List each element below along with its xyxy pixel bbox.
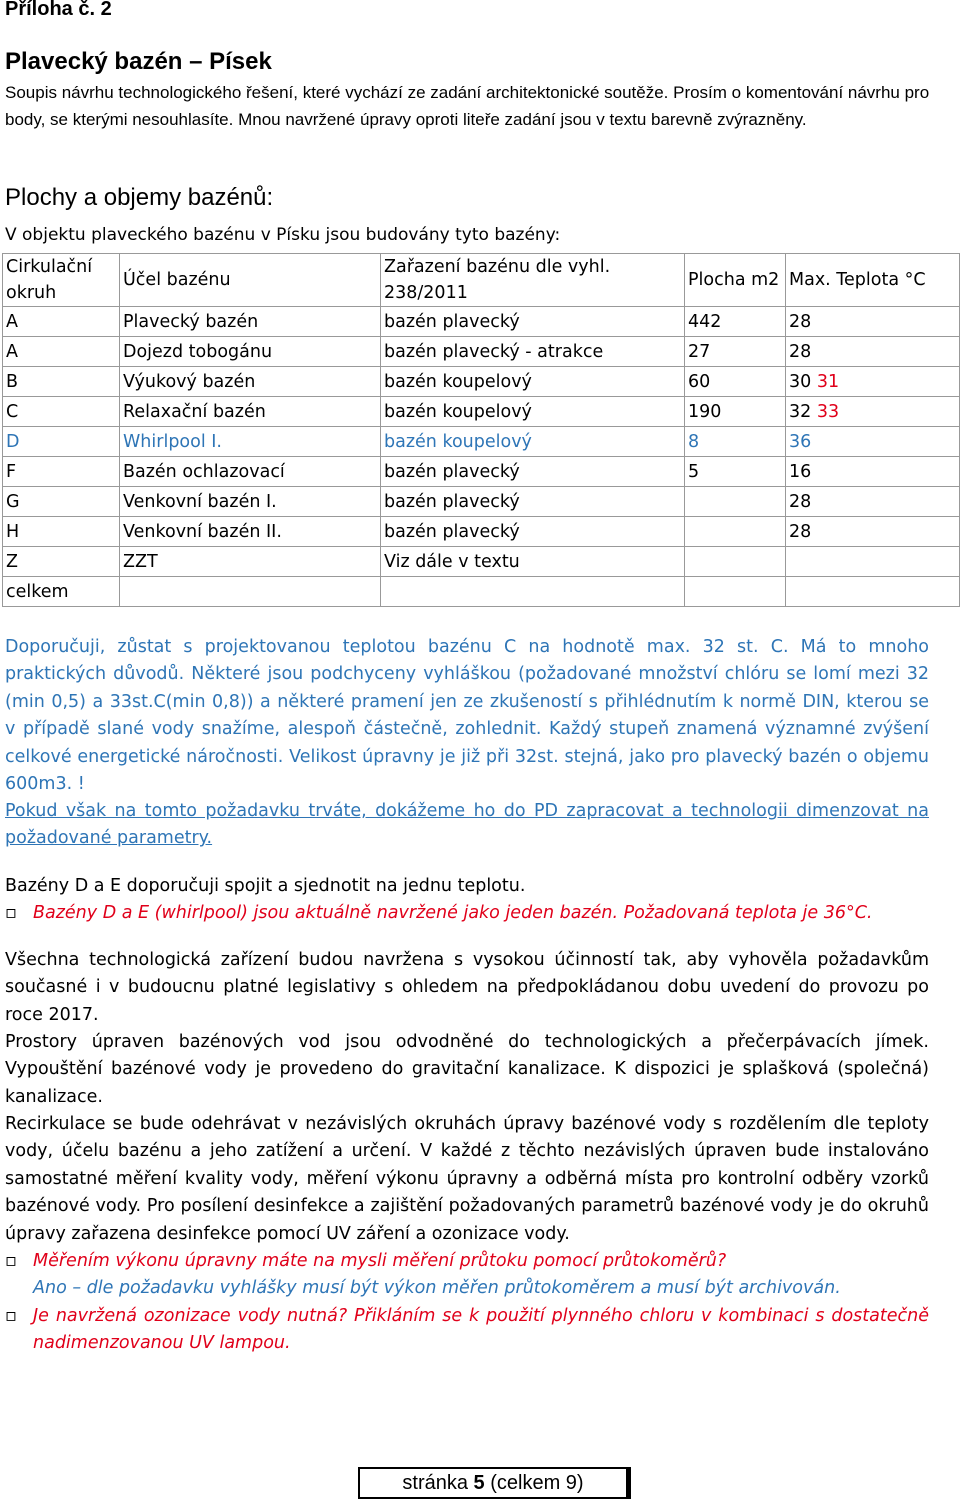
cell-category: bazén koupelový — [381, 427, 685, 457]
cell-temp — [786, 307, 960, 337]
table-row — [3, 517, 960, 547]
temp-value: 28 — [789, 491, 812, 512]
cell-purpose: Plavecký bazén — [120, 307, 381, 337]
question-2 — [5, 1303, 929, 1358]
section-lead: V objektu plaveckého bazénu v Písku jsou budovány tyto bazény: — [5, 225, 561, 245]
bullet-icon: ▫ — [5, 903, 17, 923]
cell-circuit: celkem — [3, 577, 120, 607]
cell-circuit: D — [3, 427, 120, 457]
cell-area — [685, 517, 786, 547]
cell-category: Viz dále v textu — [381, 547, 685, 577]
cell-category: bazén plavecký — [381, 517, 685, 547]
cell-category: bazén koupelový — [381, 367, 685, 397]
cell-category — [381, 577, 685, 607]
table-row — [3, 337, 960, 367]
temp-value: 36 — [789, 431, 812, 452]
cell-temp — [786, 397, 960, 427]
pools-table — [2, 253, 960, 607]
annex-label: Příloha č. 2 — [5, 0, 112, 20]
cell-purpose: Relaxační bazén — [120, 397, 381, 427]
page-title: Plavecký bazén – Písek — [5, 48, 272, 75]
cell-circuit: Z — [3, 547, 120, 577]
table-row — [3, 487, 960, 517]
table-row — [3, 397, 960, 427]
de-note: Bazény D a E doporučuji spojit a sjednotit na jednu teplotu. — [5, 876, 526, 896]
para-devices: Všechna technologická zařízení budou navržena s vysokou účinností tak, aby vyhověla požadavkům současné i v budoucnu platné legislativy s ohledem na předpokládanou dobu uvedení do provozu po roce 2017. — [5, 950, 929, 1025]
temp-value: 30 — [789, 371, 812, 392]
header-category: Zařazení bazénu dle vyhl. 238/2011 — [381, 254, 685, 307]
para-rooms: Prostory úpraven bazénových vod jsou odvodněné do technologických a přečerpávacích jímek. Vypouštění bazénové vody je provedeno do gravitační kanalizace. K dispozici je splašková (společná) kanalizace. — [5, 1032, 929, 1107]
table-row — [3, 457, 960, 487]
cell-temp — [786, 337, 960, 367]
cell-area: 8 — [685, 427, 786, 457]
cell-circuit: G — [3, 487, 120, 517]
question-1 — [5, 1248, 929, 1303]
temp-value: 28 — [789, 341, 812, 362]
table-row — [3, 307, 960, 337]
cell-purpose: Dojezd tobogánu — [120, 337, 381, 367]
cell-area — [685, 547, 786, 577]
temp-value: 28 — [789, 311, 812, 332]
cell-temp — [786, 517, 960, 547]
footer-prefix: stránka — [402, 1472, 468, 1494]
bullet-icon: ▫ — [5, 1251, 17, 1271]
cell-category: bazén plavecký - atrakce — [381, 337, 685, 367]
question-2-text: Je navržená ozonizace vody nutná? Přikláním se k použití plynného chloru v kombinaci s dostatečně nadimenzovanou UV lampou. — [33, 1306, 929, 1354]
bullet-icon: ▫ — [5, 1306, 17, 1326]
cell-purpose: Whirlpool I. — [120, 427, 381, 457]
cell-area: 27 — [685, 337, 786, 367]
cell-area — [685, 577, 786, 607]
cell-temp — [786, 367, 960, 397]
de-answer — [5, 900, 929, 927]
footer-page-number: 5 — [473, 1472, 485, 1494]
cell-category: bazén plavecký — [381, 307, 685, 337]
table-row — [3, 367, 960, 397]
cell-purpose: Bazén ochlazovací — [120, 457, 381, 487]
cell-circuit: F — [3, 457, 120, 487]
cell-area: 5 — [685, 457, 786, 487]
cell-category: bazén plavecký — [381, 487, 685, 517]
cell-purpose: ZZT — [120, 547, 381, 577]
question-1-text: Měřením výkonu úpravny máte na mysli měření průtoku pomocí průtokoměrů? — [33, 1251, 727, 1271]
para-recirc: Recirkulace se bude odehrávat v nezávislých okruhách úpravy bazénové vody s rozdělením dle teploty vody, účelu bazénu a jeho zatížení a určení. V každé z těchto nezávislých úpraven bude instalováno samostatné měření kvality vody, měření výkonu úpravny a odběrná místa pro kontrolní odběry vzorků bazénové vody. Pro posílení desinfekce a zajištění požadovaných parametrů bazénové vody je do okruhů úpravy zařazena desinfekce pomocí UV záření a ozonizace vody. — [5, 1114, 929, 1244]
cell-circuit: A — [3, 307, 120, 337]
table-row — [3, 427, 960, 457]
recommendation-text: Doporučuji, zůstat s projektovanou teplotou bazénu C na hodnotě max. 32 st. C. Má to mnoho praktických důvodů. Některé jsou podchyceny vyhláškou (požadované množství chlóru se lomí mezi 32 (min 0,5) a 33st.C(min 0,8)) a některé pramení jen ze zkušeností s přihlédnutím k normě DIN, kterou se v případě slané vody snažíme, alespoň částečně, zohlednit. Každý stupeň znamená významné zvýšení celkové energetické náročnosti. Velikost úpravny je již při 32st. stejná, jako pro plavecký bazén o objemu 600m3. ! — [5, 637, 929, 795]
cell-area: 60 — [685, 367, 786, 397]
section-heading: Plochy a objemy bazénů: — [5, 184, 274, 211]
cell-category: bazén koupelový — [381, 397, 685, 427]
temp-value: 28 — [789, 521, 812, 542]
header-purpose: Účel bazénu — [120, 254, 381, 307]
table-row — [3, 547, 960, 577]
temp-value: 32 — [789, 401, 812, 422]
header-temp: Max. Teplota °C — [786, 254, 960, 307]
cell-purpose: Venkovní bazén I. — [120, 487, 381, 517]
cell-circuit: C — [3, 397, 120, 427]
de-answer-text: Bazény D a E (whirlpool) jsou aktuálně navržené jako jeden bazén. Požadovaná teplota je 36°C. — [33, 903, 873, 923]
cell-temp — [786, 457, 960, 487]
cell-temp — [786, 427, 960, 457]
temp-value: 16 — [789, 461, 812, 482]
temp-new-value: 31 — [816, 371, 840, 392]
cell-purpose — [120, 577, 381, 607]
table-row — [3, 577, 960, 607]
header-area: Plocha m2 — [685, 254, 786, 307]
intro-text: Soupis návrhu technologického řešení, které vychází ze zadání architektonické soutěže. Prosím o komentování návrhu pro body, se kterými nesouhlasíte. Mnou navržené úpravy oproti liteře zadání jsou v textu barevně zvýrazněny. — [5, 83, 930, 129]
cell-area — [685, 487, 786, 517]
temp-new-value: 33 — [816, 401, 840, 422]
header-circuit: Cirkulační okruh — [3, 254, 120, 307]
footer-total: (celkem 9) — [490, 1472, 584, 1494]
cell-temp — [786, 547, 960, 577]
recommendation-underlined: Pokud však na tomto požadavku trváte, dokážeme ho do PD zapracovat a technologii dimenzovat na požadované parametry. — [5, 801, 929, 849]
cell-circuit: B — [3, 367, 120, 397]
answer-1-text: Ano – dle požadavku vyhlášky musí být výkon měřen průtokoměrem a musí být archivován. — [33, 1278, 841, 1299]
cell-category: bazén plavecký — [381, 457, 685, 487]
cell-area: 190 — [685, 397, 786, 427]
cell-circuit: A — [3, 337, 120, 367]
table-header-row — [3, 254, 960, 307]
page-footer — [358, 1467, 631, 1499]
cell-purpose: Výukový bazén — [120, 367, 381, 397]
cell-circuit: H — [3, 517, 120, 547]
cell-purpose: Venkovní bazén II. — [120, 517, 381, 547]
cell-temp — [786, 487, 960, 517]
cell-temp — [786, 577, 960, 607]
cell-area: 442 — [685, 307, 786, 337]
